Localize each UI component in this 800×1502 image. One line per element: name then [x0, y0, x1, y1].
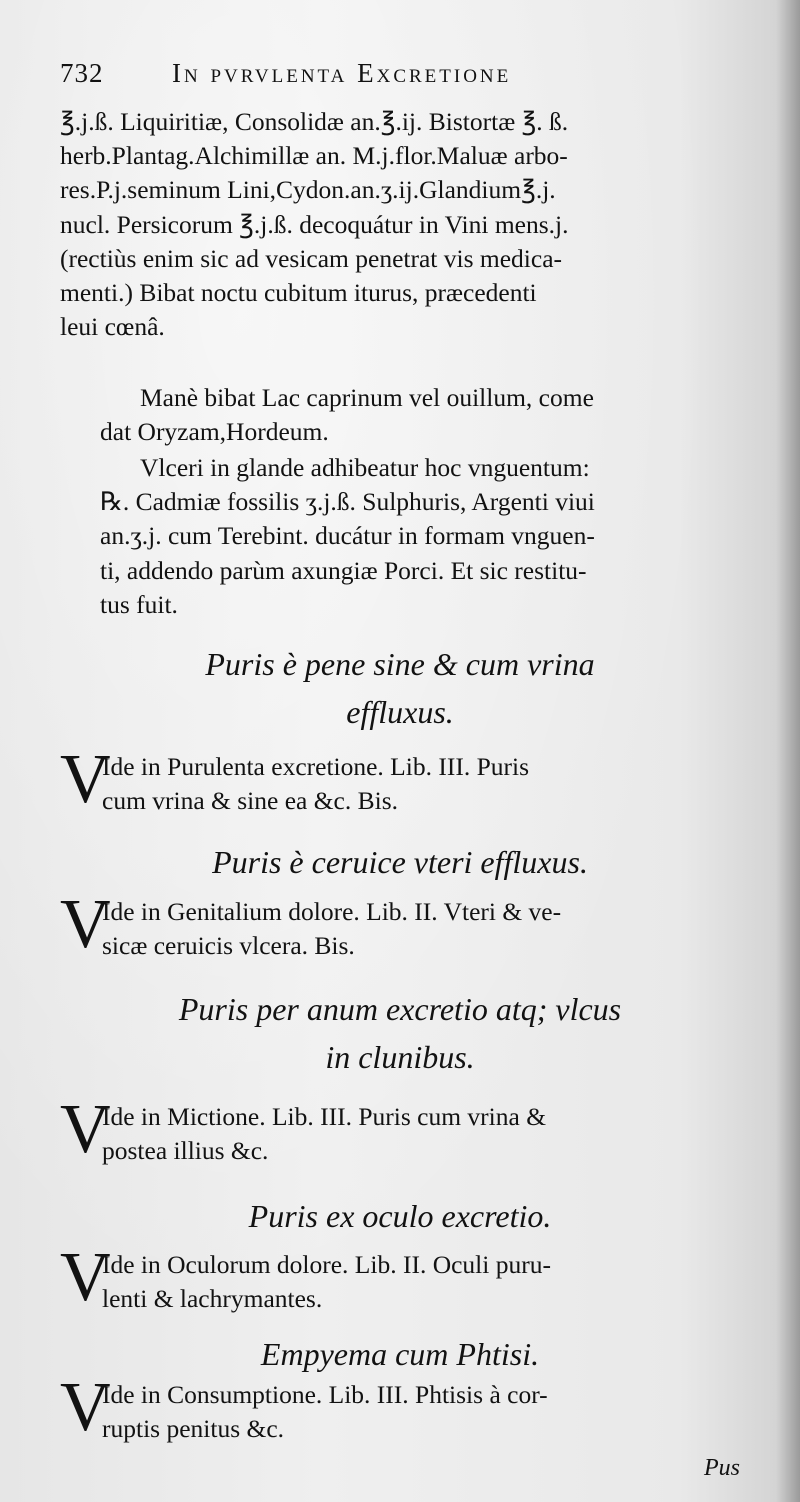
heading-line: Puris è pene sine & cum vrina: [205, 646, 595, 682]
section-heading: [60, 985, 740, 1081]
text-line: postea illius &c.: [102, 1136, 269, 1165]
entry-text: [102, 1248, 740, 1316]
drop-cap: V: [60, 1239, 111, 1316]
drop-cap: V: [60, 886, 111, 963]
text-line: ruptis penitus &c.: [102, 1414, 285, 1443]
page-header: [60, 58, 670, 98]
entry-text: [102, 1378, 740, 1446]
text-line: nucl. Persicorum ℥.j.ß. decoquátur in Vini mens.j.: [60, 209, 569, 239]
page-number: 732: [60, 58, 104, 88]
heading-line: in clunibus.: [325, 1039, 475, 1075]
heading-line: Empyema cum Phtisi.: [260, 1336, 540, 1372]
section-entry: [60, 741, 740, 830]
text-line: dat Oryzam,Hordeum.: [100, 417, 329, 447]
text-line: leui cœnâ.: [60, 312, 165, 342]
section-heading: [60, 838, 740, 886]
text-line: (rectiùs enim sic ad vesicam penetrat vis medica-: [60, 243, 563, 273]
entry-text: [102, 1100, 740, 1168]
drop-cap: V: [60, 1369, 111, 1446]
running-head: In pvrvlenta Excretione: [172, 58, 512, 88]
heading-line: Puris ex oculo excretio.: [248, 1198, 552, 1234]
text-line: res.P.j.seminum Lini,Cydon.an.ʒ.ij.Glandium℥.j.: [60, 175, 556, 205]
text-line: Manè bibat Lac caprinum vel ouillum, come: [140, 383, 594, 412]
text-line: Vlceri in glande adhibeatur hoc vnguentum:: [140, 453, 590, 482]
entry-text: [102, 750, 740, 818]
drop-cap: V: [60, 741, 111, 818]
text-line: ℥.j.ß. Liquiritiæ, Consolidæ an.℥.ij. Bistortæ ℥. ß.: [60, 107, 569, 136]
paragraph-unguent: [60, 451, 740, 622]
text-line: an.ʒ.j. cum Terebint. ducátur in formam vnguen-: [100, 521, 595, 551]
paragraph-diet: [60, 381, 740, 449]
section-entry: [60, 1239, 740, 1328]
heading-line: effluxus.: [346, 694, 454, 730]
text-line: sicæ ceruicis vlcera. Bis.: [102, 931, 355, 960]
paragraph-recipe: [60, 105, 740, 344]
text-line: herb.Plantag.Alchimillæ an. M.j.flor.Maluæ arbo-: [60, 141, 568, 171]
text-line: Ide in Consumptione. Lib. III. Phtisis à cor-: [102, 1380, 548, 1409]
entry-text: [102, 895, 740, 963]
text-line: Ide in Oculorum dolore. Lib. II. Oculi puru-: [102, 1250, 551, 1279]
text-line: tus fuit.: [100, 589, 178, 619]
text-line: cum vrina & sine ea &c. Bis.: [102, 786, 399, 815]
text-line: Ide in Purulenta excretione. Lib. III. Puris: [102, 752, 530, 781]
drop-cap: V: [60, 1091, 111, 1168]
text-line: lenti & lachrymantes.: [102, 1284, 323, 1313]
text-line: menti.) Bibat noctu cubitum iturus, præcedenti: [60, 278, 537, 308]
section-entry: [60, 886, 740, 975]
heading-line: Puris è ceruice vteri effluxus.: [212, 844, 588, 880]
heading-line: Puris per anum excretio atq; vlcus: [178, 991, 622, 1027]
section-heading: [60, 640, 740, 736]
text-line: Ide in Genitalium dolore. Lib. II. Vteri & ve-: [102, 897, 562, 926]
text-line: Ide in Mictione. Lib. III. Puris cum vrina &: [102, 1102, 547, 1131]
section-heading: [60, 1192, 740, 1240]
text-line: ℞. Cadmiæ fossilis ʒ.j.ß. Sulphuris, Argenti viui: [100, 487, 595, 517]
section-heading: [60, 1330, 740, 1378]
section-entry: [60, 1369, 740, 1458]
section-entry: [60, 1091, 740, 1180]
catchword: Pus: [704, 1455, 740, 1481]
text-line: ti, addendo parùm axungiæ Porci. Et sic restitu-: [100, 555, 587, 585]
